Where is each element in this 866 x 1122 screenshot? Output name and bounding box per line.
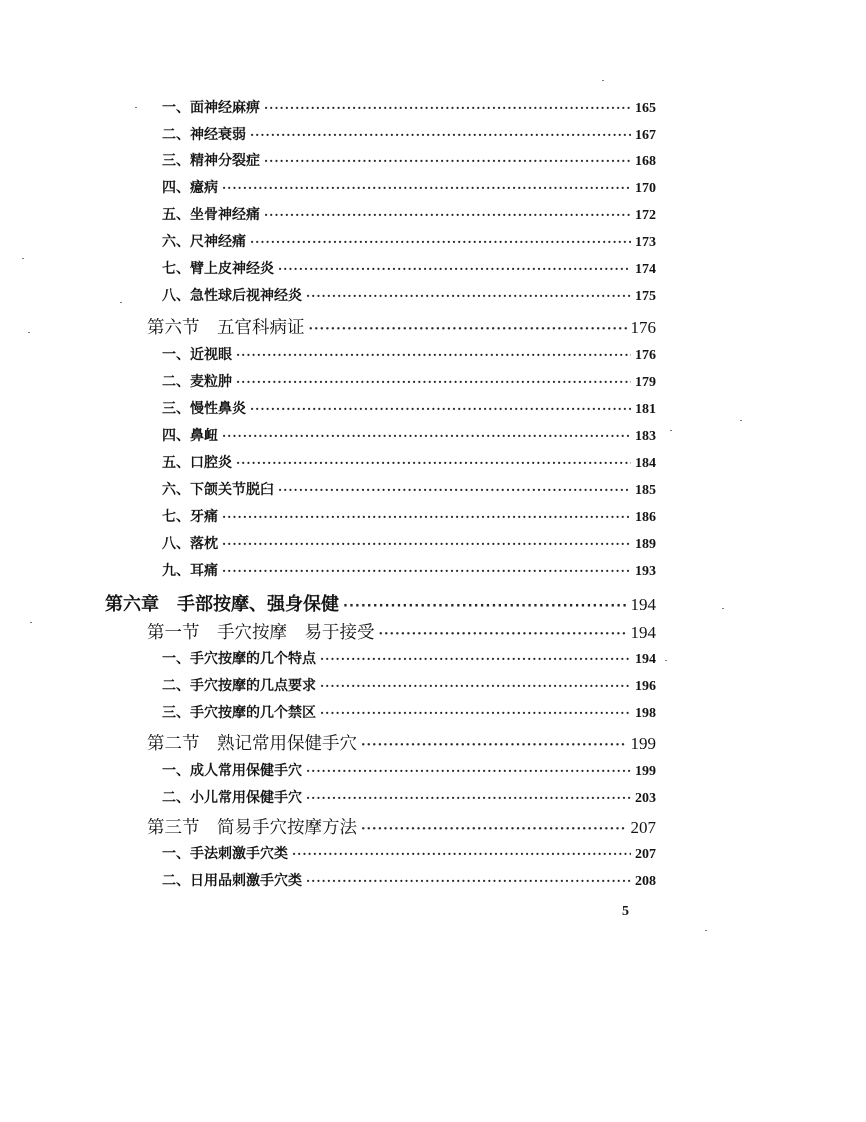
toc-page-number: 203 (635, 791, 656, 806)
toc-page-number: 207 (635, 847, 656, 862)
toc-title: 五、口腔炎 (162, 455, 232, 471)
toc-leader-dots (306, 289, 631, 303)
toc-page-number: 194 (630, 623, 656, 642)
toc-item (162, 760, 656, 780)
toc-item (162, 787, 656, 807)
toc-leader-dots (250, 402, 631, 416)
scan-speck (740, 420, 742, 421)
toc-title: 三、精神分裂症 (162, 153, 260, 169)
toc-page-number: 199 (635, 764, 656, 779)
toc-item (162, 204, 656, 224)
toc-item (162, 843, 656, 863)
toc-leader-dots (236, 375, 631, 389)
toc-leader-dots (278, 483, 631, 497)
toc-leader-dots (320, 679, 631, 693)
toc-title: 八、急性球后视神经炎 (162, 288, 302, 304)
toc-title: 三、慢性鼻炎 (162, 401, 246, 417)
toc-page-number: 167 (635, 128, 656, 143)
toc-leader-dots (264, 154, 631, 168)
scan-speck (665, 660, 667, 661)
toc-item (162, 285, 656, 305)
toc-title: 一、手法刺激手穴类 (162, 846, 288, 862)
toc-title: 八、落枕 (162, 536, 218, 552)
toc-title: 一、成人常用保健手穴 (162, 763, 302, 779)
toc-title: 第三节 简易手穴按摩方法 (147, 818, 357, 838)
toc-leader-dots (306, 764, 631, 778)
toc-leader-dots (236, 456, 631, 470)
toc-chapter (105, 590, 656, 616)
toc-page-number: 189 (635, 537, 656, 552)
toc-title: 二、麦粒肿 (162, 374, 232, 390)
toc-item (162, 533, 656, 553)
toc-leader-dots (250, 128, 631, 142)
toc-leader-dots (379, 627, 627, 642)
toc-title: 四、癔病 (162, 180, 218, 196)
toc-item (162, 344, 656, 364)
toc-item (162, 870, 656, 890)
toc-item (162, 124, 656, 144)
toc-title: 二、小儿常用保健手穴 (162, 790, 302, 806)
toc-title: 九、耳痛 (162, 563, 218, 579)
toc-page-number: 172 (635, 208, 656, 223)
toc-leader-dots (292, 847, 631, 861)
toc-section (147, 814, 656, 839)
toc-page-number: 181 (635, 402, 656, 417)
toc-title: 第六节 五官科病证 (147, 318, 305, 338)
toc-page-number: 207 (630, 818, 656, 837)
page-number: 5 (622, 904, 629, 919)
toc-item (162, 371, 656, 391)
toc-leader-dots (278, 262, 631, 276)
toc-item (162, 479, 656, 499)
toc-leader-dots (320, 706, 631, 720)
toc-leader-dots (222, 181, 631, 195)
toc-leader-dots (222, 510, 631, 524)
toc-page-number: 170 (635, 181, 656, 196)
toc-title: 一、手穴按摩的几个特点 (162, 651, 316, 667)
toc-item (162, 231, 656, 251)
toc-leader-dots (222, 429, 631, 443)
toc-title: 一、近视眼 (162, 347, 232, 363)
toc-item (162, 675, 656, 695)
scan-speck (22, 258, 24, 259)
toc-page-number: 174 (635, 262, 656, 277)
toc-page-number: 196 (635, 679, 656, 694)
scan-speck (135, 107, 137, 108)
toc-item (162, 425, 656, 445)
toc-item (162, 452, 656, 472)
toc-page-number: 194 (635, 652, 656, 667)
toc-leader-dots (361, 822, 627, 837)
scan-speck (705, 930, 707, 931)
toc-page-number: 165 (635, 101, 656, 116)
toc-item (162, 398, 656, 418)
toc-page-number: 199 (630, 734, 656, 753)
toc-title: 第二节 熟记常用保健手穴 (147, 734, 357, 754)
toc-page-number: 173 (635, 235, 656, 250)
scan-speck (602, 80, 604, 81)
scan-speck (670, 430, 672, 431)
toc-title: 四、鼻衄 (162, 428, 218, 444)
toc-title: 七、牙痛 (162, 509, 218, 525)
toc-item (162, 177, 656, 197)
scan-speck (120, 302, 122, 303)
toc-leader-dots (250, 235, 631, 249)
toc-leader-dots (306, 791, 631, 805)
toc-page-number: 176 (630, 318, 656, 337)
toc-page-number: 183 (635, 429, 656, 444)
toc-leader-dots (264, 208, 631, 222)
toc-title: 二、手穴按摩的几点要求 (162, 678, 316, 694)
toc-leader-dots (236, 348, 631, 362)
toc-page-number: 198 (635, 706, 656, 721)
toc-page-number: 184 (635, 456, 656, 471)
toc-title: 五、坐骨神经痛 (162, 207, 260, 223)
toc-page-number: 208 (635, 874, 656, 889)
toc-title: 第一节 手穴按摩 易于接受 (147, 623, 375, 643)
toc-page-number: 168 (635, 154, 656, 169)
toc-title: 七、臂上皮神经炎 (162, 261, 274, 277)
toc-title: 六、尺神经痛 (162, 234, 246, 250)
toc-title: 二、日用品刺激手穴类 (162, 873, 302, 889)
toc-page-number: 193 (635, 564, 656, 579)
toc-title: 三、手穴按摩的几个禁区 (162, 705, 316, 721)
scan-speck (28, 332, 30, 333)
toc-section (147, 619, 656, 644)
toc-leader-dots (222, 564, 631, 578)
toc-item (162, 648, 656, 668)
scan-speck (30, 622, 32, 623)
toc-item (162, 258, 656, 278)
toc-title: 二、神经衰弱 (162, 127, 246, 143)
toc-leader-dots (264, 101, 631, 115)
toc-page-number: 176 (635, 348, 656, 363)
toc-page-number: 186 (635, 510, 656, 525)
toc-title: 六、下颌关节脱臼 (162, 482, 274, 498)
toc-item (162, 97, 656, 117)
toc-leader-dots (361, 738, 627, 753)
toc-leader-dots (306, 874, 631, 888)
toc-leader-dots (309, 322, 627, 337)
toc-section (147, 730, 656, 755)
toc-page-number: 194 (630, 595, 656, 614)
toc-title: 一、面神经麻痹 (162, 100, 260, 116)
toc-section (147, 314, 656, 339)
scan-speck (722, 608, 724, 609)
toc-item (162, 560, 656, 580)
toc-leader-dots (320, 652, 631, 666)
toc-item (162, 150, 656, 170)
toc-item (162, 506, 656, 526)
toc-leader-dots (222, 537, 631, 551)
toc-page-number: 185 (635, 483, 656, 498)
toc-page-number: 179 (635, 375, 656, 390)
toc-item (162, 702, 656, 722)
toc-leader-dots (343, 599, 627, 614)
toc-title: 第六章 手部按摩、强身保健 (105, 594, 339, 615)
toc-page-number: 175 (635, 289, 656, 304)
